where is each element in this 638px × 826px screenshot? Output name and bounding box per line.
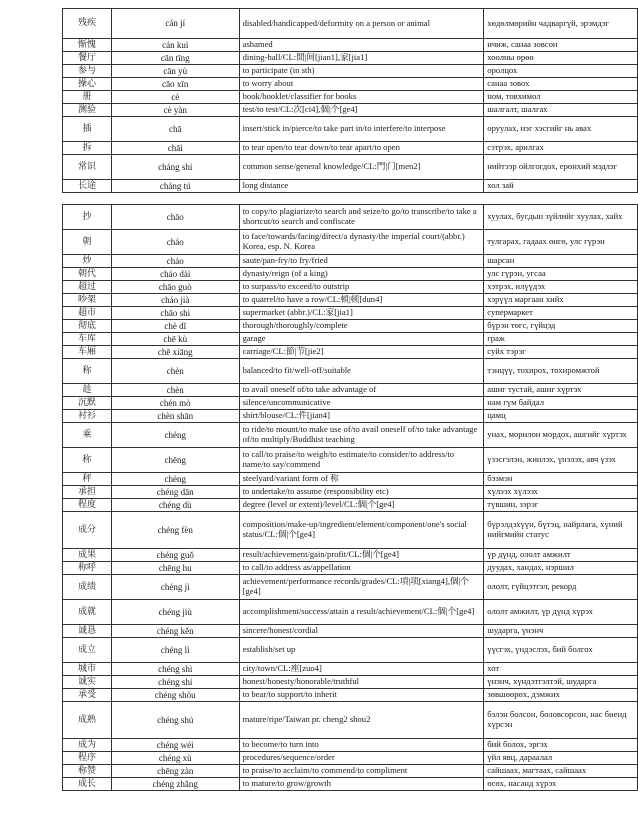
vocab-row	[63, 39, 638, 52]
mongolian-translation-cell: бүрэн төгс, гүйцэд	[484, 320, 638, 333]
hanzi-cell: 称呼	[63, 562, 112, 575]
mongolian-translation-cell: бий болох, эргэх	[484, 739, 638, 752]
english-definition-cell: achievement/performance records/grades/CL:項|项[xiang4],個|个[ge4]	[239, 575, 484, 600]
hanzi-cell: 册	[63, 91, 112, 104]
mongolian-translation-cell: суйх тэрэг	[484, 346, 638, 359]
vocab-row	[63, 739, 638, 752]
pinyin-cell: chā	[111, 117, 239, 142]
vocab-row	[63, 423, 638, 448]
vocab-row	[63, 702, 638, 739]
hanzi-cell: 诚实	[63, 676, 112, 689]
vocab-row	[63, 359, 638, 384]
english-definition-cell: to worry about	[239, 78, 484, 91]
vocab-row	[63, 600, 638, 625]
english-definition-cell: common sense/general knowledge/CL:門|门[men2]	[239, 155, 484, 180]
english-definition-cell: city/town/CL:座[zuo4]	[239, 663, 484, 676]
hanzi-cell: 承受	[63, 689, 112, 702]
pinyin-cell: cè	[111, 91, 239, 104]
hanzi-cell: 插	[63, 117, 112, 142]
pinyin-cell: cháo	[111, 230, 239, 255]
mongolian-translation-cell: зөвшөөрөх, дэмжих	[484, 689, 638, 702]
mongolian-translation-cell: хот	[484, 663, 638, 676]
pinyin-cell: chéng wéi	[111, 739, 239, 752]
vocab-row	[63, 549, 638, 562]
pinyin-cell: chéng shú	[111, 702, 239, 739]
english-definition-cell: degree (level or extent)/level/CL:個|个[ge4]	[239, 499, 484, 512]
hanzi-cell: 吵架	[63, 294, 112, 307]
hanzi-cell: 长途	[63, 180, 112, 193]
mongolian-translation-cell: бэзмэн	[484, 473, 638, 486]
english-definition-cell: saute/pan-fry/to fry/fried	[239, 255, 484, 268]
pinyin-cell: chè dǐ	[111, 320, 239, 333]
mongolian-translation-cell: үр дүнд, ололт амжилт	[484, 549, 638, 562]
pinyin-cell: chāi	[111, 142, 239, 155]
pinyin-cell: chéng kěn	[111, 625, 239, 638]
english-definition-cell: establish/set up	[239, 638, 484, 663]
english-definition-cell: to become/to turn into	[239, 739, 484, 752]
vocab-row	[63, 117, 638, 142]
vocab-row	[63, 625, 638, 638]
vocab-row	[63, 638, 638, 663]
vocab-row	[63, 294, 638, 307]
hanzi-cell: 朝	[63, 230, 112, 255]
mongolian-translation-cell: түвшин, зэрэг	[484, 499, 638, 512]
mongolian-translation-cell: бэлэн болсон, боловсорсон, нас биенд хүрсэн	[484, 702, 638, 739]
english-definition-cell: dining-hall/CL:間|间[jian1],家[jia1]	[239, 52, 484, 65]
pinyin-cell: chéng zhǎng	[111, 778, 239, 791]
pinyin-cell: chēng hu	[111, 562, 239, 575]
english-definition-cell: to undertake/to assume (responsibility etc)	[239, 486, 484, 499]
english-definition-cell: to ride/to mount/to make use of/to avail oneself of/to take advantage of/to multiply/Buddhist teaching	[239, 423, 484, 448]
vocab-row	[63, 281, 638, 294]
vocab-row	[63, 52, 638, 65]
mongolian-translation-cell: шалгалт, шалгах	[484, 104, 638, 117]
mongolian-translation-cell: супермаркет	[484, 307, 638, 320]
pinyin-cell: cāo xīn	[111, 78, 239, 91]
vocab-row	[63, 397, 638, 410]
hanzi-cell: 诚恳	[63, 625, 112, 638]
mongolian-translation-cell: өсөх, насанд хүрэх	[484, 778, 638, 791]
pinyin-cell: chāo guò	[111, 281, 239, 294]
mongolian-translation-cell: үзэсгэлэн, жинлэх, үнэлэх, авч үзэх	[484, 448, 638, 473]
english-definition-cell: accomplishment/success/attain a result/achievement/CL:個|个[ge4]	[239, 600, 484, 625]
english-definition-cell: sincere/honest/cordial	[239, 625, 484, 638]
english-definition-cell: to avail oneself of/to take advantage of	[239, 384, 484, 397]
vocab-row	[63, 752, 638, 765]
vocab-row	[63, 689, 638, 702]
english-definition-cell: carriage/CL:節|节[jie2]	[239, 346, 484, 359]
pinyin-cell: chéng lì	[111, 638, 239, 663]
hanzi-cell: 参与	[63, 65, 112, 78]
pinyin-cell: cān tīng	[111, 52, 239, 65]
vocab-row	[63, 104, 638, 117]
vocab-row	[63, 486, 638, 499]
hanzi-cell: 程序	[63, 752, 112, 765]
english-definition-cell: book/booklet/classifier for books	[239, 91, 484, 104]
english-definition-cell: to quarrel/to have a row/CL:頓|顿[dun4]	[239, 294, 484, 307]
english-definition-cell: long distance	[239, 180, 484, 193]
mongolian-translation-cell: нийтээр ойлгогдох, ерөнхий мэдлэг	[484, 155, 638, 180]
hanzi-cell: 称	[63, 359, 112, 384]
pinyin-cell: chèng	[111, 473, 239, 486]
vocab-table-1	[62, 8, 638, 193]
english-definition-cell: disabled/handicapped/deformity on a person or animal	[239, 9, 484, 39]
hanzi-cell: 成就	[63, 600, 112, 625]
english-definition-cell: to mature/to grow/growth	[239, 778, 484, 791]
english-definition-cell: steelyard/variant form of 称	[239, 473, 484, 486]
vocab-table-1-body	[63, 9, 638, 193]
mongolian-translation-cell: ном, товхимол	[484, 91, 638, 104]
mongolian-translation-cell: оруулах, нэг хэсгийг нь авах	[484, 117, 638, 142]
english-definition-cell: balanced/to fit/well-off/suitable	[239, 359, 484, 384]
vocab-row	[63, 155, 638, 180]
pinyin-cell: chéng shì	[111, 663, 239, 676]
mongolian-translation-cell: оролцох	[484, 65, 638, 78]
pinyin-cell: cè yàn	[111, 104, 239, 117]
pinyin-cell: chéng dù	[111, 499, 239, 512]
pinyin-cell: cháng tú	[111, 180, 239, 193]
mongolian-translation-cell: үүсгэх, үндэслэх, бий болгох	[484, 638, 638, 663]
vocab-row	[63, 65, 638, 78]
hanzi-cell: 成绩	[63, 575, 112, 600]
pinyin-cell: chéng fèn	[111, 512, 239, 549]
english-definition-cell: to copy/to plagiarize/to search and seize/to go/to transcribe/to take a shortcut/to search and confiscate	[239, 205, 484, 230]
vocab-table-2-body	[63, 205, 638, 791]
hanzi-cell: 趁	[63, 384, 112, 397]
hanzi-cell: 超市	[63, 307, 112, 320]
hanzi-cell: 炒	[63, 255, 112, 268]
vocab-table-2	[62, 204, 638, 791]
hanzi-cell: 成为	[63, 739, 112, 752]
pinyin-cell: chèn shān	[111, 410, 239, 423]
pinyin-cell: chéng	[111, 423, 239, 448]
hanzi-cell: 惭愧	[63, 39, 112, 52]
english-definition-cell: result/achievement/gain/profit/CL:個|个[ge4]	[239, 549, 484, 562]
vocab-row	[63, 180, 638, 193]
english-definition-cell: to praise/to acclaim/to commend/to compliment	[239, 765, 484, 778]
vocab-row	[63, 78, 638, 91]
english-definition-cell: silence/uncommunicative	[239, 397, 484, 410]
pinyin-cell: chéng guǒ	[111, 549, 239, 562]
vocab-row	[63, 91, 638, 104]
pinyin-cell: chāo	[111, 205, 239, 230]
english-definition-cell: to call/to praise/to weigh/to estimate/to consider/to address/to name/to say/commend	[239, 448, 484, 473]
mongolian-translation-cell: хөдөлмөрийн чадваргүй, эрэмдэг	[484, 9, 638, 39]
english-definition-cell: insert/stick in/pierce/to take part in/to interfere/to interpose	[239, 117, 484, 142]
english-definition-cell: composition/make-up/ingredient/element/component/one's social status/CL:個|个[ge4]	[239, 512, 484, 549]
vocab-row	[63, 575, 638, 600]
pinyin-cell: chéng xù	[111, 752, 239, 765]
vocab-row	[63, 663, 638, 676]
vocab-row	[63, 499, 638, 512]
english-definition-cell: dynasty/reign (of a king)	[239, 268, 484, 281]
english-definition-cell: honest/honesty/honorable/truthful	[239, 676, 484, 689]
hanzi-cell: 称	[63, 448, 112, 473]
mongolian-translation-cell: сайшаах, магтаах, сайшаах	[484, 765, 638, 778]
mongolian-translation-cell: хуулах, бусдын зүйлийг хуулах, хайх	[484, 205, 638, 230]
pinyin-cell: chē xiāng	[111, 346, 239, 359]
hanzi-cell: 乘	[63, 423, 112, 448]
english-definition-cell: supermarket (abbr.)/CL:家[jia1]	[239, 307, 484, 320]
vocab-row	[63, 512, 638, 549]
hanzi-cell: 秤	[63, 473, 112, 486]
english-definition-cell: procedures/sequence/order	[239, 752, 484, 765]
pinyin-cell: chāo shì	[111, 307, 239, 320]
mongolian-translation-cell: үнэнч, хүндэтгэлтэй, шударга	[484, 676, 638, 689]
mongolian-translation-cell: ичиж, санаа зовсон	[484, 39, 638, 52]
english-definition-cell: to tear open/to tear down/to tear apart/to open	[239, 142, 484, 155]
hanzi-cell: 成分	[63, 512, 112, 549]
vocab-row	[63, 230, 638, 255]
pinyin-cell: chēng zàn	[111, 765, 239, 778]
hanzi-cell: 承担	[63, 486, 112, 499]
mongolian-translation-cell: граж	[484, 333, 638, 346]
hanzi-cell: 残疾	[63, 9, 112, 39]
english-definition-cell: to participate (in sth)	[239, 65, 484, 78]
mongolian-translation-cell: шарсан	[484, 255, 638, 268]
hanzi-cell: 城市	[63, 663, 112, 676]
hanzi-cell: 衬衫	[63, 410, 112, 423]
english-definition-cell: to bear/to support/to inherit	[239, 689, 484, 702]
pinyin-cell: cháo dài	[111, 268, 239, 281]
hanzi-cell: 超过	[63, 281, 112, 294]
pinyin-cell: chéng shòu	[111, 689, 239, 702]
english-definition-cell: mature/ripe/Taiwan pr. cheng2 shou2	[239, 702, 484, 739]
vocab-row	[63, 333, 638, 346]
pinyin-cell: cháo jià	[111, 294, 239, 307]
vocab-row	[63, 778, 638, 791]
vocab-row	[63, 384, 638, 397]
mongolian-translation-cell: хүлээх хүлээх	[484, 486, 638, 499]
mongolian-translation-cell: тулгарах, гадаах өнгө, улс гүрэн	[484, 230, 638, 255]
mongolian-translation-cell: дуудах, хандах, нэршил	[484, 562, 638, 575]
english-definition-cell: to face/towards/facing/direct/a dynasty/the imperial court/(abbr.) Korea, esp. N. Korea	[239, 230, 484, 255]
vocab-row	[63, 307, 638, 320]
english-definition-cell: garage	[239, 333, 484, 346]
mongolian-translation-cell: улс гүрэн, угсаа	[484, 268, 638, 281]
hanzi-cell: 餐厅	[63, 52, 112, 65]
hanzi-cell: 程度	[63, 499, 112, 512]
hanzi-cell: 车库	[63, 333, 112, 346]
hanzi-cell: 朝代	[63, 268, 112, 281]
pinyin-cell: cháo	[111, 255, 239, 268]
vocab-row	[63, 676, 638, 689]
english-definition-cell: test/to test/CL:次[ci4],個|个[ge4]	[239, 104, 484, 117]
vocab-row	[63, 765, 638, 778]
mongolian-translation-cell: хэрүүл маргаан хийх	[484, 294, 638, 307]
pinyin-cell: chèn	[111, 384, 239, 397]
vocab-row	[63, 205, 638, 230]
pinyin-cell: cán kuì	[111, 39, 239, 52]
mongolian-translation-cell: хоолны өрөө	[484, 52, 638, 65]
english-definition-cell: shirt/blouse/CL:件[jian4]	[239, 410, 484, 423]
mongolian-translation-cell: ашиг тустай, ашиг хүртэх	[484, 384, 638, 397]
pinyin-cell: cháng shí	[111, 155, 239, 180]
pinyin-cell: chéng jiù	[111, 600, 239, 625]
hanzi-cell: 车厢	[63, 346, 112, 359]
vocab-row	[63, 562, 638, 575]
hanzi-cell: 成立	[63, 638, 112, 663]
vocab-row	[63, 473, 638, 486]
mongolian-translation-cell: нам гүм байдал	[484, 397, 638, 410]
mongolian-translation-cell: тэнцүү, тохирох, тохиромжтой	[484, 359, 638, 384]
english-definition-cell: to call/to address as/appellation	[239, 562, 484, 575]
pinyin-cell: chèn	[111, 359, 239, 384]
english-definition-cell: thorough/thoroughly/complete	[239, 320, 484, 333]
vocab-row	[63, 346, 638, 359]
english-definition-cell: to surpass/to exceed/to outstrip	[239, 281, 484, 294]
pinyin-cell: chéng dān	[111, 486, 239, 499]
hanzi-cell: 常识	[63, 155, 112, 180]
pinyin-cell: chéng shí	[111, 676, 239, 689]
pinyin-cell: chē kù	[111, 333, 239, 346]
vocab-row	[63, 268, 638, 281]
hanzi-cell: 称赞	[63, 765, 112, 778]
english-definition-cell: ashamed	[239, 39, 484, 52]
pinyin-cell: chéng jì	[111, 575, 239, 600]
hanzi-cell: 成果	[63, 549, 112, 562]
hanzi-cell: 抄	[63, 205, 112, 230]
pinyin-cell: cān yù	[111, 65, 239, 78]
pinyin-cell: chēng	[111, 448, 239, 473]
vocab-row	[63, 9, 638, 39]
mongolian-translation-cell: цамц	[484, 410, 638, 423]
hanzi-cell: 操心	[63, 78, 112, 91]
mongolian-translation-cell: ололт, гүйцэтгэл, рекорд	[484, 575, 638, 600]
hanzi-cell: 成熟	[63, 702, 112, 739]
hanzi-cell: 测验	[63, 104, 112, 117]
vocab-row	[63, 410, 638, 423]
pinyin-cell: chén mò	[111, 397, 239, 410]
vocab-row	[63, 320, 638, 333]
mongolian-translation-cell: үйл явц, дараалал	[484, 752, 638, 765]
pinyin-cell: cán jí	[111, 9, 239, 39]
mongolian-translation-cell: шударга, үнэнч	[484, 625, 638, 638]
mongolian-translation-cell: хэтрэх, илүүдэх	[484, 281, 638, 294]
mongolian-translation-cell: санаа зовох	[484, 78, 638, 91]
mongolian-translation-cell: хол зай	[484, 180, 638, 193]
mongolian-translation-cell: ололт амжилт, үр дүнд хүрэх	[484, 600, 638, 625]
mongolian-translation-cell: бүрэлдэхүүн, бүтэц, найрлага, хүний нийгмийн статус	[484, 512, 638, 549]
vocab-row	[63, 448, 638, 473]
hanzi-cell: 彻底	[63, 320, 112, 333]
hanzi-cell: 拆	[63, 142, 112, 155]
vocab-row	[63, 142, 638, 155]
hanzi-cell: 沉默	[63, 397, 112, 410]
mongolian-translation-cell: сэтрэх, арилгах	[484, 142, 638, 155]
vocab-row	[63, 255, 638, 268]
hanzi-cell: 成长	[63, 778, 112, 791]
mongolian-translation-cell: унах, морилон мордох, ашгийг хүртэх	[484, 423, 638, 448]
